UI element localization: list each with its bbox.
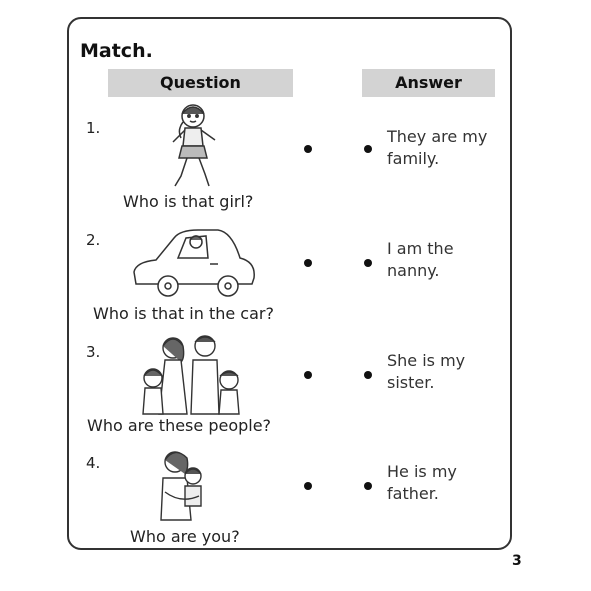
- answer-dot-2[interactable]: [364, 259, 372, 267]
- answer-header: Answer: [362, 69, 495, 97]
- item-number-4: 4.: [86, 454, 101, 472]
- question-dot-4[interactable]: [304, 482, 312, 490]
- question-3: Who are these people?: [87, 416, 272, 435]
- question-dot-2[interactable]: [304, 259, 312, 267]
- answer-3: She is my sister.: [387, 351, 466, 392]
- answer-2: I am the nanny.: [387, 239, 454, 280]
- woman-holding-child-icon: [155, 446, 211, 522]
- car-with-woman-icon: [128, 222, 260, 302]
- question-4: Who are you?: [130, 527, 240, 546]
- answer-dot-3[interactable]: [364, 371, 372, 379]
- answer-4: He is my father.: [387, 462, 457, 503]
- girl-running-icon: [165, 100, 225, 192]
- question-header: Question: [108, 69, 293, 97]
- answer-dot-4[interactable]: [364, 482, 372, 490]
- question-dot-1[interactable]: [304, 145, 312, 153]
- item-number-2: 2.: [86, 231, 101, 249]
- question-1: Who is that girl?: [123, 192, 254, 211]
- answer-1: They are my family.: [387, 127, 488, 168]
- answer-dot-1[interactable]: [364, 145, 372, 153]
- item-number-3: 3.: [86, 343, 101, 361]
- page-number: 3: [512, 553, 522, 569]
- worksheet-title: Match.: [80, 40, 153, 62]
- question-2: Who is that in the car?: [93, 304, 274, 323]
- question-dot-3[interactable]: [304, 371, 312, 379]
- item-number-1: 1.: [86, 119, 101, 137]
- family-group-icon: [137, 330, 245, 416]
